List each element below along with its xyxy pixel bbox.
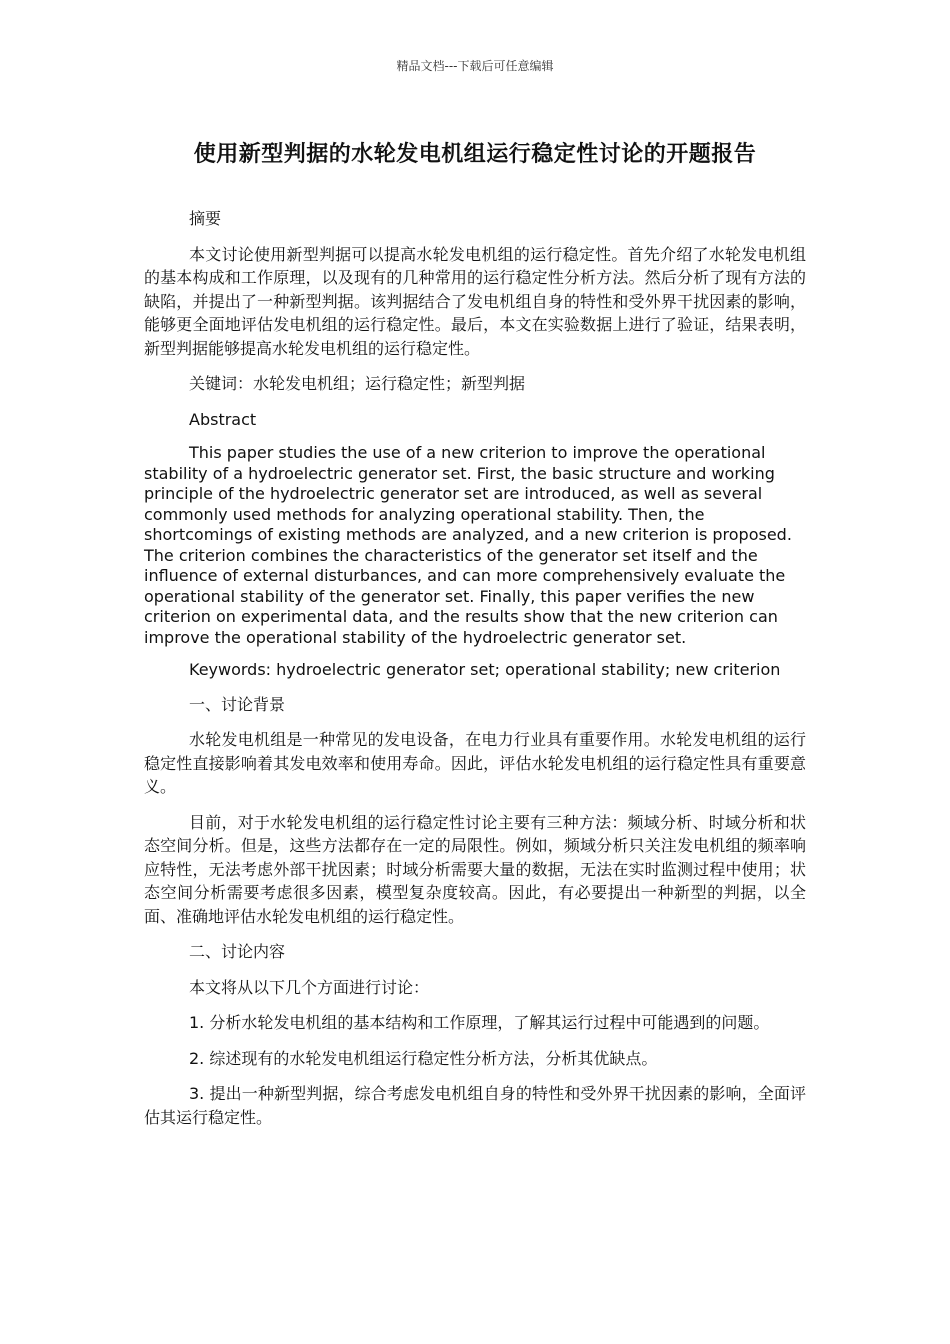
abstract-heading: 摘要 [189, 209, 222, 228]
abstract-en-paragraph: This paper studies the use of a new criterion to improve the operational stability of a hydroelectric generator set. First, the basic structure and working principle of the hydroelectric generator set are introduced, as well as several commonly used methods for analyzing operational stability. Then, the shortcomings of existing methods are analyzed, and a new criterion is proposed. The criterion combines the characteristics of the generator set itself and the influence of external disturbances, and can more comprehensively evaluate the operational stability of the generator set. Finally, this paper verifies the new criterion on experimental data, and the results show that the new criterion can improve the operational stability of the hydroelectric generator set. [144, 443, 792, 647]
section1-paragraph-2: 目前，对于水轮发电机组的运行稳定性讨论主要有三种方法：频域分析、时域分析和状态空间分析。但是，这些方法都存在一定的局限性。例如，频域分析只关注发电机组的频率响应特性，无法考虑外部干扰因素；时域分析需要大量的数据，无法在实时监测过程中使用；状态空间分析需要考虑很多因素，模型复杂度较高。因此，有必要提出一种新型的判据，以全面、准确地评估水轮发电机组的运行稳定性。 [144, 812, 806, 926]
section2-item-2: 2. 综述现有的水轮发电机组运行稳定性分析方法，分析其优缺点。 [189, 1048, 658, 1068]
section1-heading: 一、讨论背景 [189, 694, 286, 714]
section2-intro: 本文将从以下几个方面进行讨论： [189, 977, 430, 997]
section2-heading: 二、讨论内容 [189, 942, 286, 961]
section2-item-1: 1. 分析水轮发电机组的基本结构和工作原理，了解其运行过程中可能遇到的问题。 [189, 1013, 770, 1032]
keywords-cn: 关键词：水轮发电机组；运行稳定性；新型判据 [189, 374, 526, 393]
abstract-en-heading: Abstract [189, 409, 257, 429]
document-body [144, 207, 806, 1141]
keywords-en: Keywords: hydroelectric generator set; operational stability; new criterion [189, 660, 781, 679]
section2-item-3: 3. 提出一种新型判据，综合考虑发电机组自身的特性和受外界干扰因素的影响，全面评估其运行稳定性。 [144, 1084, 806, 1127]
section1-paragraph-1: 水轮发电机组是一种常见的发电设备，在电力行业具有重要作用。水轮发电机组的运行稳定性直接影响着其发电效率和使用寿命。因此，评估水轮发电机组的运行稳定性具有重要意义。 [144, 730, 806, 796]
abstract-cn-paragraph: 本文讨论使用新型判据可以提高水轮发电机组的运行稳定性。首先介绍了水轮发电机组的基本构成和工作原理，以及现有的几种常用的运行稳定性分析方法。然后分析了现有方法的缺陷，并提出了一种新型判据。该判据结合了发电机组自身的特性和受外界干扰因素的影响，能够更全面地评估发电机组的运行稳定性。最后，本文在实验数据上进行了验证，结果表明，新型判据能够提高水轮发电机组的运行稳定性。 [144, 244, 806, 358]
header-note: 精品文档---下载后可任意编辑 [396, 59, 554, 73]
document-title: 使用新型判据的水轮发电机组运行稳定性讨论的开题报告 [193, 142, 757, 167]
